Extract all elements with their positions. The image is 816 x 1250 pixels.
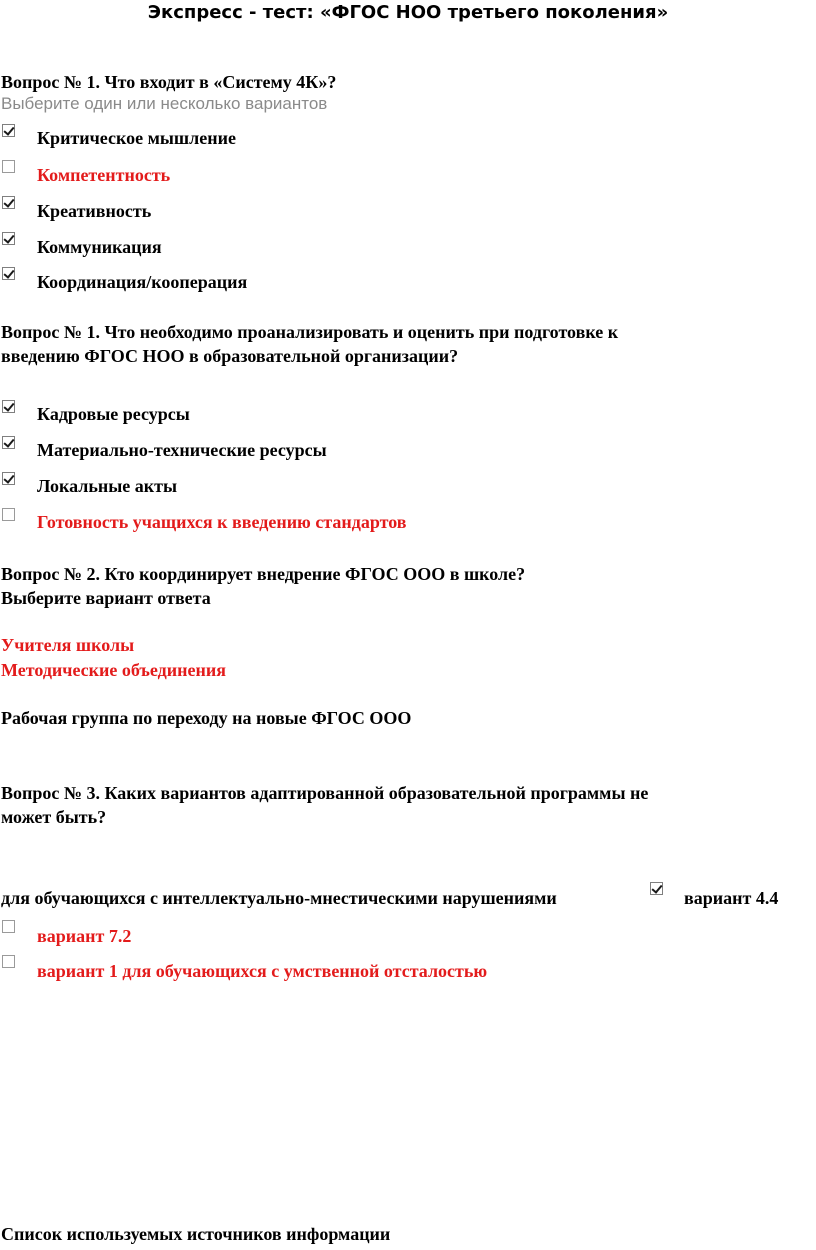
option-q3-0: вариант 7.2 — [37, 926, 132, 946]
checkbox-q1-3[interactable] — [2, 232, 15, 245]
option-q1-0: Критическое мышление — [37, 128, 236, 148]
option-q3-inline: вариант 4.4 — [684, 888, 779, 908]
checkbox-q1b-2[interactable] — [2, 472, 15, 485]
question-1b-line1: Вопрос № 1. Что необходимо проанализировать и оценить при подготовке к — [1, 322, 619, 342]
checkbox-q3-1[interactable] — [2, 955, 15, 968]
sources-heading: Список используемых источников информации — [1, 1224, 391, 1244]
option-q1-2: Креативность — [37, 201, 152, 221]
option-q1b-1: Материально-технические ресурсы — [37, 440, 327, 460]
checkbox-q1b-3[interactable] — [2, 508, 15, 521]
page-title: Экспресс - тест: «ФГОС НОО третьего поколения» — [147, 2, 669, 23]
question-3-line2: может быть? — [1, 807, 107, 827]
option-q1-3: Коммуникация — [37, 237, 162, 257]
question-1-hint: Выберите один или несколько вариантов — [1, 94, 328, 113]
answer-q2-0[interactable]: Учителя школы — [1, 635, 135, 655]
question-1: Вопрос № 1. Что входит в «Систему 4К»? — [1, 72, 337, 92]
checkbox-q1-4[interactable] — [2, 267, 15, 280]
checkbox-q1-2[interactable] — [2, 196, 15, 209]
checkbox-q1b-1[interactable] — [2, 436, 15, 449]
question-2-subtitle: Выберите вариант ответа — [1, 588, 211, 608]
option-q1-4: Координация/кооперация — [37, 272, 248, 292]
option-q1-1: Компетентность — [37, 165, 171, 185]
checkbox-q3-inline[interactable] — [650, 882, 663, 895]
option-q1b-0: Кадровые ресурсы — [37, 404, 190, 424]
question-2: Вопрос № 2. Кто координирует внедрение ФГОС ООО в школе? — [1, 564, 526, 584]
option-q3-1: вариант 1 для обучающихся с умственной отсталостью — [37, 961, 488, 981]
checkbox-q1-0[interactable] — [2, 124, 15, 137]
q3-inline-text: для обучающихся с интеллектуально-мнестическими нарушениями — [1, 888, 557, 908]
checkbox-q3-0[interactable] — [2, 920, 15, 933]
question-1b-line2: введению ФГОС НОО в образовательной организации? — [1, 346, 459, 366]
option-q1b-3: Готовность учащихся к введению стандартов — [37, 512, 407, 532]
checkbox-q1-1[interactable] — [2, 160, 15, 173]
checkbox-q1b-0[interactable] — [2, 400, 15, 413]
question-3-line1: Вопрос № 3. Каких вариантов адаптированной образовательной программы не — [1, 783, 649, 803]
answer-q2-2[interactable]: Рабочая группа по переходу на новые ФГОС ООО — [1, 708, 412, 728]
option-q1b-2: Локальные акты — [37, 476, 178, 496]
answer-q2-1[interactable]: Методические объединения — [1, 660, 226, 680]
